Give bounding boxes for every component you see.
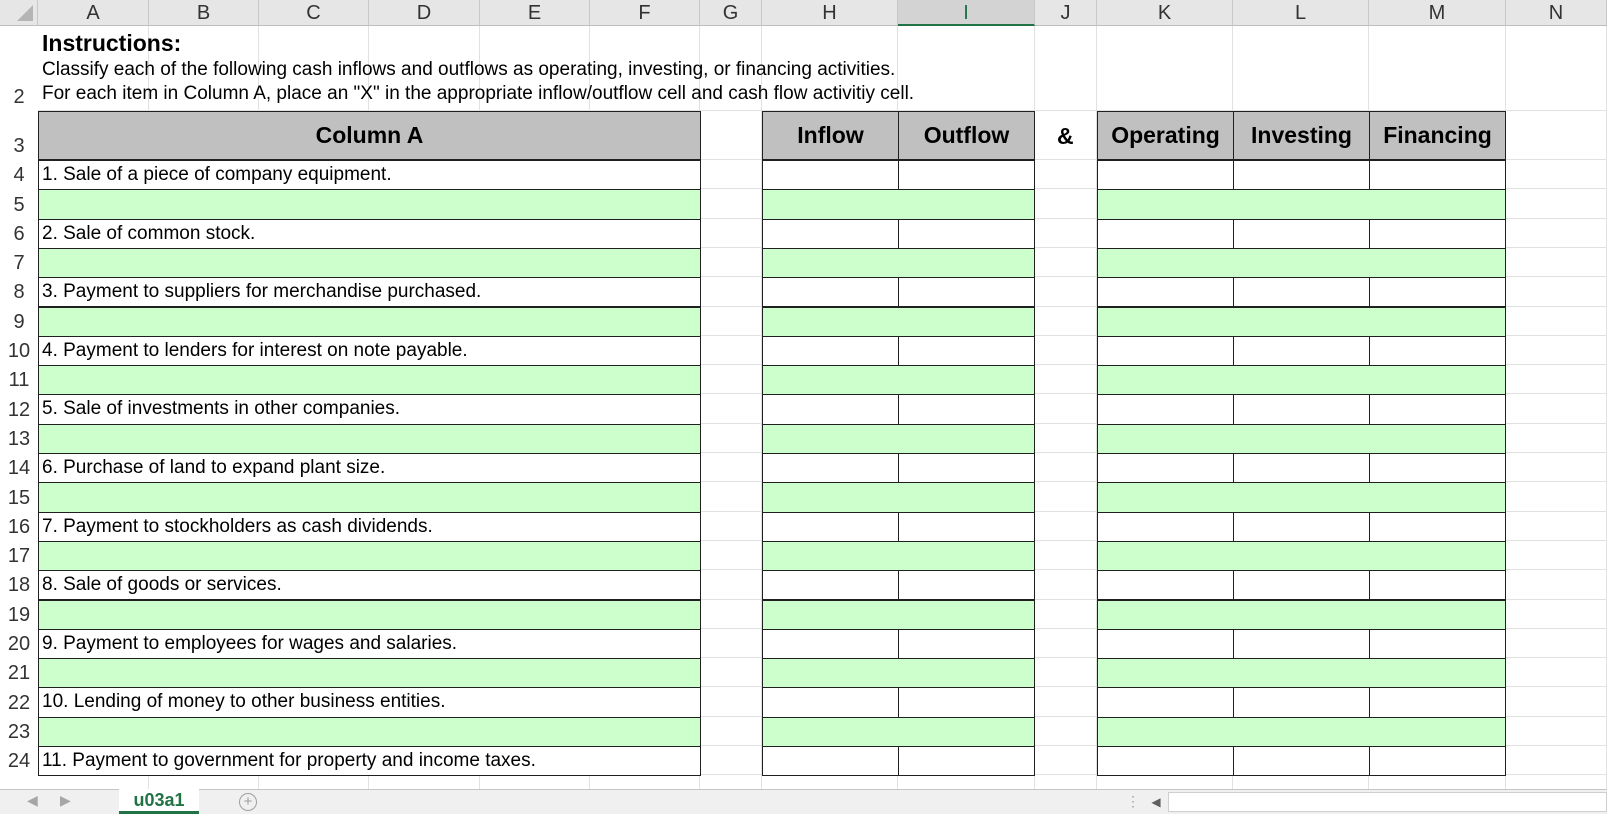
item-label: 9. Payment to employees for wages and salaries. [42,632,458,654]
tab-splitter-icon[interactable]: ⋮ [1126,793,1140,809]
column-header-a[interactable]: A [38,0,149,26]
outflow-cell[interactable] [898,160,1035,190]
item-label: 5. Sale of investments in other companies. [42,398,401,420]
spacer-green-cell[interactable] [1097,717,1506,747]
horizontal-scrollbar[interactable] [1168,792,1607,812]
tab-scroll-right-icon[interactable]: ▶ [60,792,71,808]
investing-cell[interactable] [1233,746,1370,776]
operating-cell[interactable] [1097,512,1234,542]
item-label: 2. Sale of common stock. [42,222,256,244]
row-header-8[interactable]: 8 [13,281,25,304]
row-header-19[interactable]: 19 [7,603,31,626]
sheet-tab-bar [0,789,1607,814]
spacer-green-cell[interactable] [762,424,1035,454]
column-header-i[interactable]: I [898,0,1035,26]
operating-cell[interactable] [1097,160,1234,190]
item-label: 1. Sale of a piece of company equipment. [42,164,392,185]
instructions-line-2: For each item in Column A, place an "X" in the appropriate inflow/outflow cell and cash flow activitiy cell. [42,83,915,104]
financing-cell[interactable] [1369,570,1506,600]
spacer-green-cell[interactable] [38,189,701,219]
column-header-n[interactable]: N [1506,0,1607,26]
row-header-5[interactable]: 5 [13,193,25,216]
header-operating[interactable]: Operating [1097,111,1234,160]
column-header-l[interactable]: L [1233,0,1369,26]
row-header-23[interactable]: 23 [7,720,31,743]
inflow-cell[interactable] [762,453,899,483]
operating-cell[interactable] [1097,687,1234,717]
operating-cell[interactable] [1097,277,1234,307]
column-header-e[interactable]: E [480,0,590,26]
instructions-title: Instructions: [42,30,182,56]
financing-cell[interactable] [1369,394,1506,424]
column-header-g[interactable]: G [700,0,762,26]
item-label: 7. Payment to stockholders as cash dividends. [42,515,433,537]
spacer-green-cell[interactable] [762,600,1035,630]
operating-cell[interactable] [1097,336,1234,366]
spacer-green-cell[interactable] [762,482,1035,512]
add-sheet-icon[interactable]: + [239,793,257,811]
spacer-green-cell[interactable] [762,365,1035,395]
outflow-cell[interactable] [898,394,1035,424]
investing-cell[interactable] [1233,453,1370,483]
inflow-cell[interactable] [762,277,899,307]
outflow-cell[interactable] [898,336,1035,366]
inflow-cell[interactable] [762,687,899,717]
investing-cell[interactable] [1233,277,1370,307]
header-investing[interactable]: Investing [1233,111,1370,160]
financing-cell[interactable] [1369,219,1506,249]
item-label: 8. Sale of goods or services. [42,574,282,596]
spacer-green-cell[interactable] [38,658,701,688]
spacer-green-cell[interactable] [1097,424,1506,454]
financing-cell[interactable] [1369,336,1506,366]
financing-cell[interactable] [1369,746,1506,776]
spacer-green-cell[interactable] [38,248,701,278]
spacer-green-cell[interactable] [1097,600,1506,630]
column-header-j[interactable]: J [1035,0,1097,26]
spacer-green-cell[interactable] [762,307,1035,337]
spacer-green-cell[interactable] [38,424,701,454]
row-header-4[interactable]: 4 [13,164,25,187]
row-header-12[interactable]: 12 [7,398,31,421]
ampersand-label: & [1057,123,1074,149]
row-header-9[interactable]: 9 [13,310,25,333]
column-header-c[interactable]: C [259,0,369,26]
row-header-6[interactable]: 6 [13,222,25,245]
sheet-tab-u03a1[interactable]: u03a1 [119,789,199,814]
spacer-green-cell[interactable] [1097,365,1506,395]
header-inflow[interactable]: Inflow [762,111,899,160]
row-header-10[interactable]: 10 [7,340,31,363]
spacer-green-cell[interactable] [762,717,1035,747]
financing-cell[interactable] [1369,629,1506,659]
spacer-green-cell[interactable] [1097,658,1506,688]
inflow-cell[interactable] [762,629,899,659]
spacer-green-cell[interactable] [1097,248,1506,278]
row-header-17[interactable]: 17 [7,545,31,568]
row-header-13[interactable]: 13 [7,427,31,450]
outflow-cell[interactable] [898,570,1035,600]
inflow-cell[interactable] [762,160,899,190]
spacer-green-cell[interactable] [762,248,1035,278]
operating-cell[interactable] [1097,746,1234,776]
scroll-left-icon[interactable]: ◀ [1151,795,1161,809]
row-header-18[interactable]: 18 [7,574,31,597]
investing-cell[interactable] [1233,219,1370,249]
inflow-cell[interactable] [762,570,899,600]
inflow-cell[interactable] [762,746,899,776]
item-label: 10. Lending of money to other business entities. [42,691,446,713]
financing-cell[interactable] [1369,512,1506,542]
operating-cell[interactable] [1097,394,1234,424]
investing-cell[interactable] [1233,687,1370,717]
row-header-2[interactable]: 2 [13,86,25,108]
row-header-22[interactable]: 22 [7,691,31,714]
row-header-15[interactable]: 15 [7,486,31,509]
outflow-cell[interactable] [898,687,1035,717]
item-label: 6. Purchase of land to expand plant size. [42,457,386,478]
spacer-green-cell[interactable] [38,482,701,512]
inflow-cell[interactable] [762,512,899,542]
investing-cell[interactable] [1233,570,1370,600]
outflow-cell[interactable] [898,219,1035,249]
column-header-m[interactable]: M [1369,0,1506,26]
header-column-a[interactable]: Column A [38,111,701,160]
row-header-3[interactable]: 3 [13,135,25,157]
inflow-cell[interactable] [762,219,899,249]
spacer-green-cell[interactable] [1097,482,1506,512]
item-label: 3. Payment to suppliers for merchandise purchased. [42,281,482,303]
spacer-green-cell[interactable] [762,658,1035,688]
spacer-green-cell[interactable] [38,541,701,571]
column-header-k[interactable]: K [1097,0,1233,26]
row-header-11[interactable]: 11 [8,369,30,392]
instructions-line-1: Classify each of the following cash inflows and outflows as operating, investing, or financing activities. [42,59,896,80]
row-header-14[interactable]: 14 [7,457,31,480]
operating-cell[interactable] [1097,219,1234,249]
header-outflow[interactable]: Outflow [898,111,1035,160]
investing-cell[interactable] [1233,336,1370,366]
financing-cell[interactable] [1369,687,1506,717]
row-header-24[interactable]: 24 [7,750,31,773]
financing-cell[interactable] [1369,453,1506,483]
spacer-green-cell[interactable] [38,717,701,747]
spacer-green-cell[interactable] [762,541,1035,571]
row-header-7[interactable]: 7 [13,252,25,275]
item-label: 4. Payment to lenders for interest on note payable. [42,339,468,361]
investing-cell[interactable] [1233,512,1370,542]
outflow-cell[interactable] [898,453,1035,483]
item-label: 11. Payment to government for property and income taxes. [42,750,536,771]
outflow-cell[interactable] [898,512,1035,542]
row-header-20[interactable]: 20 [7,633,31,656]
spacer-green-cell[interactable] [1097,307,1506,337]
column-header-f[interactable]: F [590,0,700,26]
column-header-d[interactable]: D [369,0,480,26]
spacer-green-cell[interactable] [38,600,701,630]
tab-scroll-left-icon[interactable]: ◀ [27,792,38,808]
financing-cell[interactable] [1369,277,1506,307]
operating-cell[interactable] [1097,453,1234,483]
inflow-cell[interactable] [762,336,899,366]
investing-cell[interactable] [1233,394,1370,424]
spacer-green-cell[interactable] [38,307,701,337]
row-header-16[interactable]: 16 [7,515,31,538]
outflow-cell[interactable] [898,629,1035,659]
operating-cell[interactable] [1097,570,1234,600]
investing-cell[interactable] [1233,160,1370,190]
column-header-b[interactable]: B [149,0,259,26]
inflow-cell[interactable] [762,394,899,424]
spacer-green-cell[interactable] [1097,541,1506,571]
header-financing[interactable]: Financing [1369,111,1506,160]
outflow-cell[interactable] [898,277,1035,307]
select-all-corner[interactable] [0,0,38,26]
row-header-21[interactable]: 21 [7,662,31,685]
outflow-cell[interactable] [898,746,1035,776]
column-header-h[interactable]: H [762,0,898,26]
spacer-green-cell[interactable] [38,365,701,395]
spacer-green-cell[interactable] [762,189,1035,219]
financing-cell[interactable] [1369,160,1506,190]
operating-cell[interactable] [1097,629,1234,659]
spacer-green-cell[interactable] [1097,189,1506,219]
investing-cell[interactable] [1233,629,1370,659]
